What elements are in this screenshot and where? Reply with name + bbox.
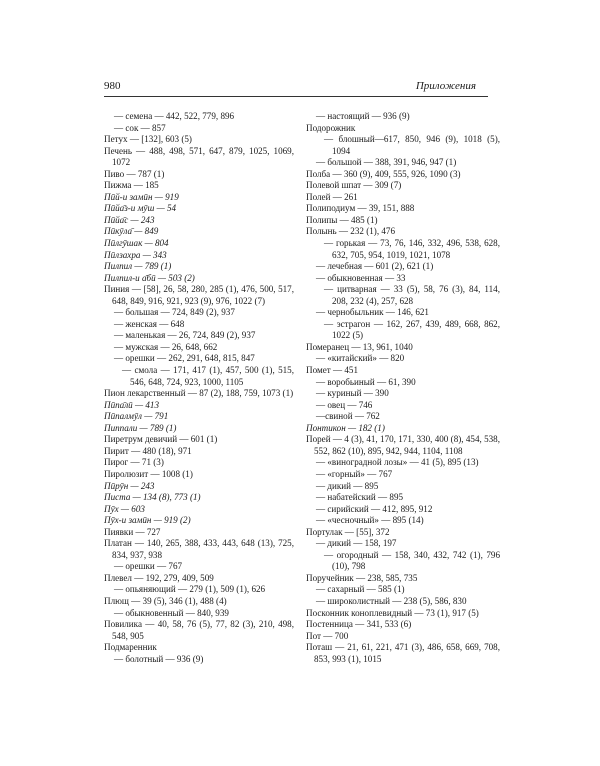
index-entry: Пӣйа̄з-и мӯш — 54	[104, 203, 177, 214]
index-entry: — опьяняющий — 279 (1), 509 (1), 626	[114, 584, 266, 595]
index-entry: — набатейский — 895	[316, 492, 404, 503]
index-entry: — маленькая — 26, 724, 849 (2), 937	[114, 330, 256, 341]
index-entry: — эстрагон — 162, 267, 439, 489, 668, 862, 1022 (5)	[324, 318, 500, 341]
index-entry: Поручейник — 238, 585, 735	[306, 572, 418, 583]
page-number: 980	[104, 80, 121, 92]
index-entry: Пӣй-и замӣн — 919	[104, 191, 179, 202]
index-entry: — сахарный — 585 (1)	[316, 584, 405, 595]
index-entry: Пиппали — 789 (1)	[104, 422, 177, 433]
index-entry: Полынь — 232 (1), 476	[306, 226, 396, 237]
index-entry: Пиролюзит — 1008 (1)	[104, 468, 193, 479]
index-entry: Пӯх-и замӣн — 919 (2)	[104, 515, 191, 526]
index-entry: Подмаренник	[104, 642, 157, 653]
page-header	[104, 80, 488, 97]
index-entry: — сок — 857	[114, 122, 166, 133]
index-entry: — «горный» — 767	[316, 468, 393, 479]
index-entry: Подорожник	[306, 122, 356, 133]
running-title: Приложения	[415, 80, 476, 92]
index-entry: — дикий — 158, 197	[316, 538, 397, 549]
index-entry: — огородный — 158, 340, 432, 742 (1), 796 (10), 798	[324, 549, 500, 572]
index-entry: Полба — 360 (9), 409, 555, 926, 1090 (3)	[306, 168, 461, 179]
index-entry: Пиния — [58], 26, 58, 280, 285 (1), 476, 500, 517, 648, 849, 916, 921, 923 (9), 976, 1022 (7)	[104, 284, 294, 306]
index-entry: — орешки — 767	[114, 561, 183, 572]
index-entry: — орешки — 262, 291, 648, 815, 847	[114, 353, 255, 364]
index-entry: Полей — 261	[306, 191, 358, 202]
index-entry: — обыкновенный — 840, 939	[114, 607, 229, 618]
index-entry: — настоящий — 936 (9)	[316, 111, 410, 121]
index-entry: — мужская — 26, 648, 662	[114, 341, 218, 352]
index-entry: — лечебная — 601 (2), 621 (1)	[316, 261, 434, 272]
index-entry: — «виноградной лозы» — 41 (5), 895 (13)	[316, 457, 479, 468]
index-entry: — женская — 648	[114, 318, 185, 329]
index-entry: Померанец — 13, 961, 1040	[306, 341, 413, 352]
index-entry: Петух — [132], 603 (5)	[104, 134, 192, 145]
index-entry: Понтикон — 182 (1)	[306, 422, 385, 433]
index-entry: Пӣпа̄лӣ — 413	[104, 399, 159, 410]
index-entry: Постенница — 341, 533 (6)	[306, 619, 412, 630]
index-entry: — смола — 171, 417 (1), 457, 500 (1), 515, 546, 648, 724, 923, 1000, 1105	[122, 365, 294, 387]
index-entry: Пиявки — 727	[104, 526, 161, 537]
index-entry: — воробьиный — 61, 390	[316, 376, 416, 387]
index-entry: Посконник коноплевидный — 73 (1), 917 (5)	[306, 607, 479, 618]
index-entry: Полевой шпат — 309 (7)	[306, 180, 402, 191]
index-entry: Пиретрум девичий — 601 (1)	[104, 434, 218, 445]
index-entry: Пӣрӯн — 243	[104, 480, 155, 491]
index-entry: Пӣпалмӯл — 791	[104, 411, 169, 422]
index-entry: Печень — 488, 498, 571, 647, 879, 1025, 1069, 1072	[104, 145, 294, 168]
index-entry: Пӣлзахра — 343	[104, 249, 167, 260]
index-entry: — горькая — 73, 76, 146, 332, 496, 538, 628, 632, 705, 954, 1019, 1021, 1078	[324, 238, 500, 260]
index-entry: Повилика — 40, 58, 76 (5), 77, 82 (3), 210, 498, 548, 905	[104, 619, 294, 641]
index-entry: Пӣлгӯшак — 804	[104, 238, 169, 249]
index-entry: — дикий — 895	[316, 480, 379, 491]
index-entry: — семена — 442, 522, 779, 896	[114, 111, 235, 121]
index-entry: Пирог — 71 (3)	[104, 457, 164, 468]
index-entry: Пиво — 787 (1)	[104, 168, 165, 179]
index-entry: Писта — 134 (8), 773 (1)	[104, 492, 201, 503]
index-entry: Пӯх — 603	[104, 503, 145, 514]
index-entry: Пижма — 185	[104, 180, 159, 191]
index-entry: Плющ — 39 (5), 346 (1), 488 (4)	[104, 595, 227, 606]
index-entry: — широколистный — 238 (5), 586, 830	[316, 595, 467, 606]
index-column-right	[306, 111, 500, 665]
index-entry: —свиной — 762	[316, 411, 380, 422]
index-entry: — большая — 724, 849 (2), 937	[114, 307, 235, 318]
index-entry: Пӣкӯла̄ — 849	[104, 226, 159, 237]
index-entry: — «китайский» — 820	[316, 353, 405, 364]
index-entry: — куриный — 390	[316, 388, 389, 399]
index-entry: — «чесночный» — 895 (14)	[316, 515, 424, 526]
index-entry: Полипы — 485 (1)	[306, 214, 378, 225]
index-entry: — болотный — 936 (9)	[114, 653, 204, 664]
index-entry: Полиподиум — 39, 151, 888	[306, 203, 415, 214]
index-entry: Пирит — 480 (18), 971	[104, 445, 192, 456]
index-entry: Портулак — [55], 372	[306, 526, 390, 537]
index-entry: Пион лекарственный — 87 (2), 188, 759, 1073 (1)	[104, 388, 294, 399]
index-entry: Порей — 4 (3), 41, 170, 171, 330, 400 (8), 454, 538, 552, 862 (10), 895, 942, 944, 1104, 1108	[306, 434, 500, 456]
index-entry: — обыкновенная — 33	[316, 272, 406, 283]
index-entry: Пилпил-и а̄бӣ — 503 (2)	[104, 272, 195, 283]
index-entry: — цитварная — 33 (5), 58, 76 (3), 84, 114, 208, 232 (4), 257, 628	[324, 284, 500, 306]
index-column-left	[104, 111, 294, 665]
index-entry: — чернобыльник — 146, 621	[316, 307, 429, 318]
index-entry: — сирийский — 412, 895, 912	[316, 503, 433, 514]
index-entry: Платан — 140, 265, 388, 433, 443, 648 (13), 725, 834, 937, 938	[104, 538, 294, 560]
index-entry: Плевел — 192, 279, 409, 509	[104, 572, 214, 583]
index-entry: — овец — 746	[316, 399, 373, 410]
index-entry: Помет — 451	[306, 365, 358, 376]
index-entry: Пӣйа̄с — 243	[104, 214, 155, 225]
index-entry: Поташ — 21, 61, 221, 471 (3), 486, 658, 669, 708, 853, 993 (1), 1015	[306, 642, 500, 664]
index-entry: Пилпил — 789 (1)	[104, 261, 172, 272]
index-entry: Пот — 700	[306, 630, 349, 641]
index-entry: — большой — 388, 391, 946, 947 (1)	[316, 157, 457, 168]
index-entry: — блошный—617, 850, 946 (9), 1018 (5), 1094	[324, 134, 500, 156]
